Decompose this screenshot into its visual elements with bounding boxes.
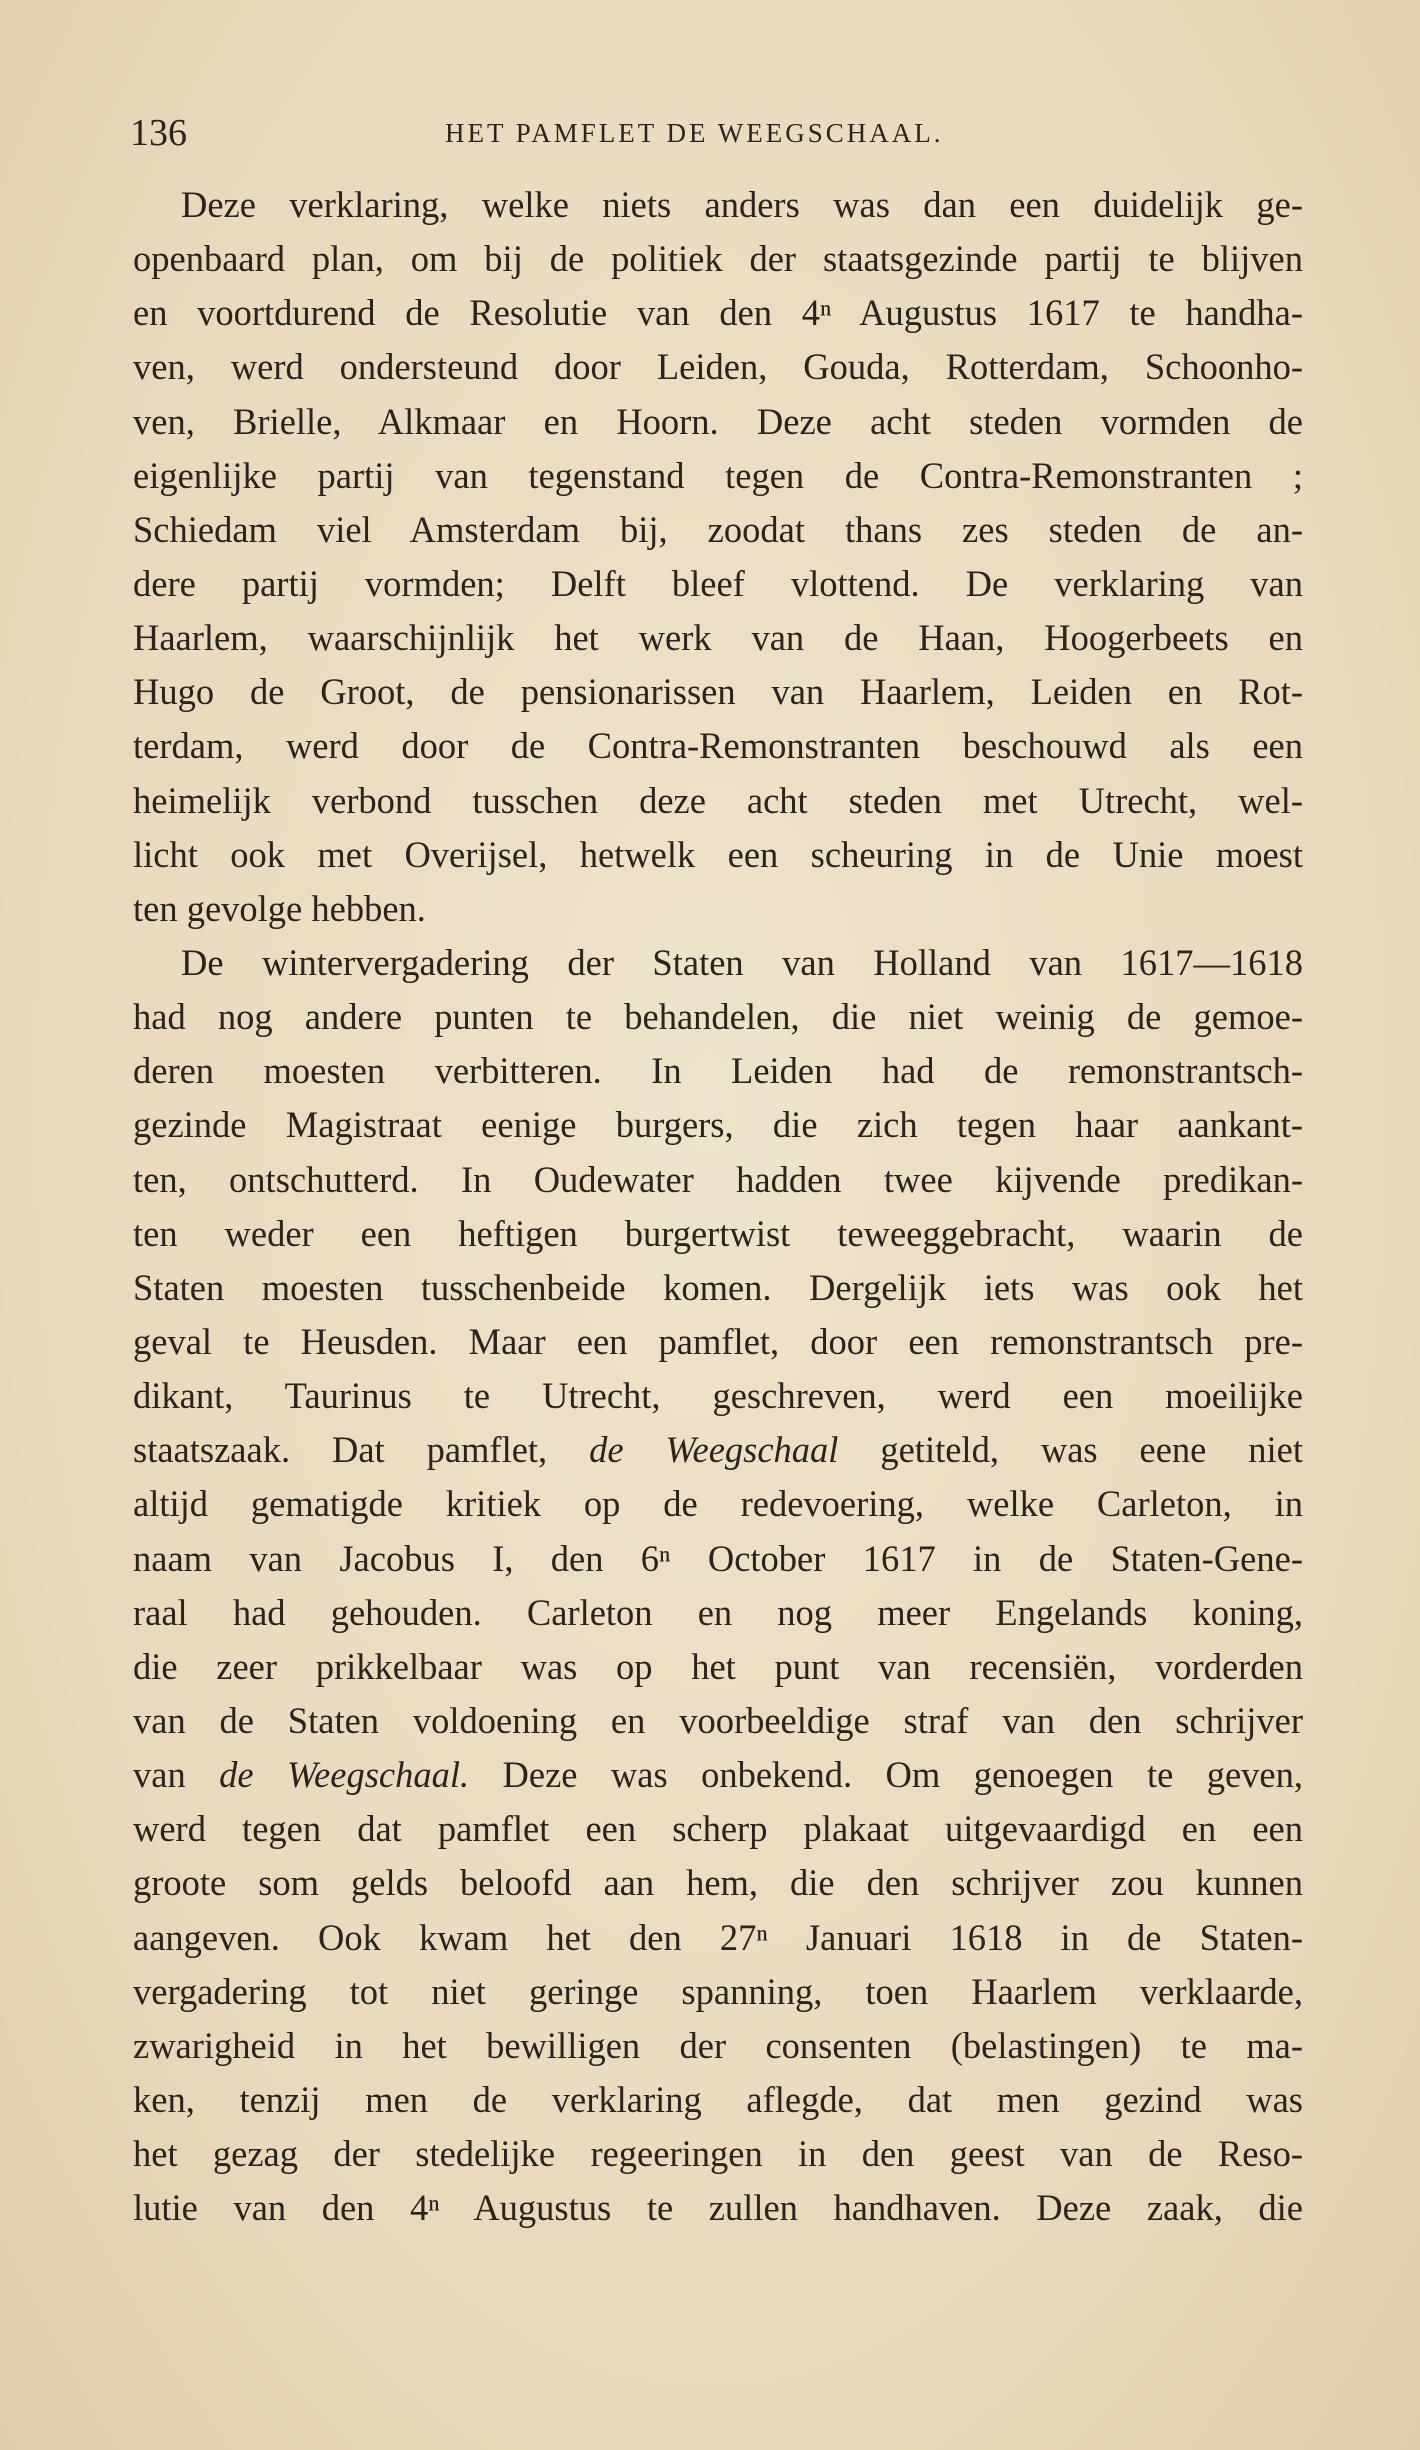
- page-header: [130, 108, 1280, 158]
- text-line: Hugo de Groot, de pensionarissen van Haarlem, Leiden en Rot-: [133, 671, 1303, 713]
- text-line: lutie van den 4ⁿ Augustus te zullen handhaven. Deze zaak, die: [133, 2187, 1303, 2229]
- text-line: aangeven. Ook kwam het den 27ⁿ Januari 1618 in de Staten-: [133, 1916, 1303, 1958]
- text-line: heimelijk verbond tusschen deze acht steden met Utrecht, wel-: [133, 779, 1303, 821]
- text-line: De wintervergadering der Staten van Holland van 1617—1618: [181, 941, 1303, 983]
- text-line: ven, werd ondersteund door Leiden, Gouda, Rotterdam, Schoonho-: [133, 346, 1303, 388]
- text-line: die zeer prikkelbaar was op het punt van recensiën, vorderden: [133, 1645, 1303, 1687]
- text-line: licht ook met Overijsel, hetwelk een scheuring in de Unie moest: [133, 833, 1303, 875]
- text-line: zwarigheid in het bewilligen der consenten (belastingen) te ma-: [133, 2024, 1303, 2066]
- text-line: terdam, werd door de Contra-Remonstranten beschouwd als een: [133, 725, 1303, 767]
- text-line: dikant, Taurinus te Utrecht, geschreven, werd een moeilijke: [133, 1375, 1303, 1417]
- text-line: [133, 1423, 1303, 1477]
- text-segment: van: [133, 1754, 220, 1796]
- text-line: raal had gehouden. Carleton en nog meer Engelands koning,: [133, 1591, 1303, 1633]
- text-line: gezinde Magistraat eenige burgers, die zich tegen haar aankant-: [133, 1104, 1303, 1146]
- text-line: en voortdurend de Resolutie van den 4ⁿ Augustus 1617 te handha-: [133, 292, 1303, 334]
- text-line: groote som gelds beloofd aan hem, die den schrijver zou kunnen: [133, 1862, 1303, 1904]
- text-line: ten gevolge hebben.: [133, 887, 426, 929]
- text-line: Staten moesten tusschenbeide komen. Dergelijk iets was ook het: [133, 1266, 1303, 1308]
- text-line: ken, tenzij men de verklaring aflegde, dat men gezind was: [133, 2078, 1303, 2120]
- text-line: ten weder een heftigen burgertwist teweeggebracht, waarin de: [133, 1212, 1303, 1254]
- body-text: [133, 178, 1303, 2235]
- text-line: het gezag der stedelijke regeeringen in den geest van de Reso-: [133, 2133, 1303, 2175]
- text-line: ven, Brielle, Alkmaar en Hoorn. Deze acht steden vormden de: [133, 400, 1303, 442]
- text-line: openbaard plan, om bij de politiek der staatsgezinde partij te blijven: [133, 238, 1303, 280]
- text-line: [133, 1748, 1303, 1802]
- page-number: 136: [130, 112, 187, 154]
- running-head: HET PAMFLET DE WEEGSCHAAL.: [445, 118, 944, 148]
- italic-title: de Weegschaal.: [219, 1754, 470, 1796]
- text-line: Schiedam viel Amsterdam bij, zoodat thans zes steden de an-: [133, 508, 1303, 550]
- text-segment: staatszaak. Dat pamflet,: [133, 1429, 590, 1471]
- text-segment: Deze was onbekend. Om genoegen te geven,: [469, 1754, 1304, 1796]
- text-line: geval te Heusden. Maar een pamflet, door een remonstrantsch pre-: [133, 1320, 1303, 1362]
- text-line: eigenlijke partij van tegenstand tegen de Contra-Remonstranten ;: [133, 454, 1303, 496]
- text-line: werd tegen dat pamflet een scherp plakaat uitgevaardigd en een: [133, 1808, 1303, 1850]
- text-line: deren moesten verbitteren. In Leiden had de remonstrantsch-: [133, 1050, 1303, 1092]
- text-line: ten, ontschutterd. In Oudewater hadden twee kijvende predikan-: [133, 1158, 1303, 1200]
- text-segment: getiteld, was eene niet: [838, 1429, 1304, 1471]
- text-line: altijd gematigde kritiek op de redevoering, welke Carleton, in: [133, 1483, 1303, 1525]
- text-line: dere partij vormden; Delft bleef vlottend. De verklaring van: [133, 562, 1303, 604]
- text-line: Haarlem, waarschijnlijk het werk van de Haan, Hoogerbeets en: [133, 617, 1303, 659]
- text-line: vergadering tot niet geringe spanning, toen Haarlem verklaarde,: [133, 1970, 1303, 2012]
- text-line: had nog andere punten te behandelen, die niet weinig de gemoe-: [133, 996, 1303, 1038]
- italic-title: de Weegschaal: [589, 1429, 839, 1471]
- text-line: van de Staten voldoening en voorbeeldige straf van den schrijver: [133, 1699, 1303, 1741]
- text-line: naam van Jacobus I, den 6ⁿ October 1617 in de Staten-Gene-: [133, 1537, 1303, 1579]
- text-line: Deze verklaring, welke niets anders was dan een duidelijk ge-: [181, 184, 1303, 225]
